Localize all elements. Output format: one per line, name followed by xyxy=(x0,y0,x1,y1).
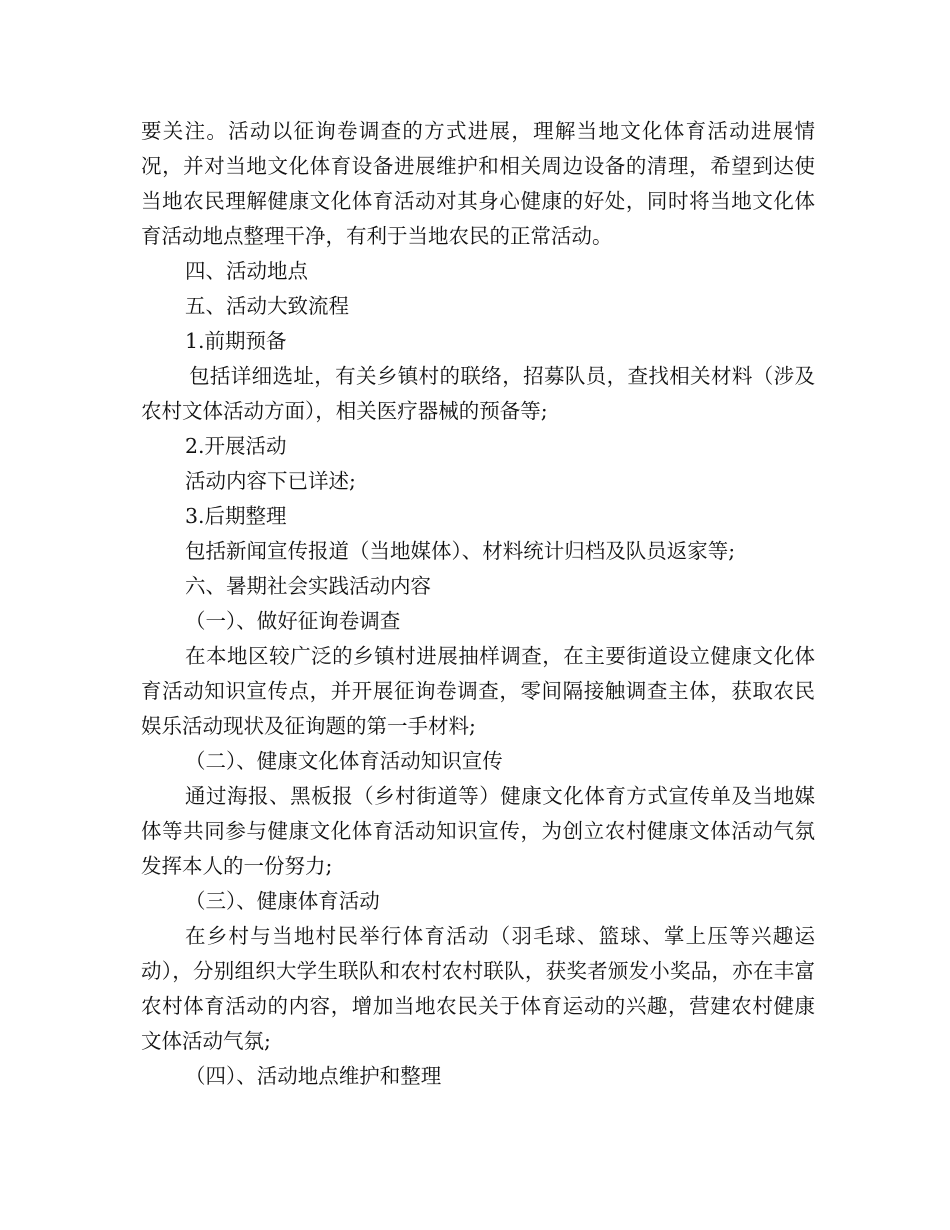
subheading-survey: （一）、做好征询卷调查 xyxy=(185,609,401,633)
section-heading-venue: 四、活动地点 xyxy=(185,259,308,283)
paragraph-preparation: 包括详细选址，有关乡镇村的联络，招募队员，查找相关材料（涉及农村文体活动方面），相关医疗器械的预备等; xyxy=(141,364,815,423)
paragraph-conduct: 活动内容下已详述; xyxy=(185,469,356,493)
subheading-maintenance: （四）、活动地点维护和整理 xyxy=(185,1064,442,1088)
subheading-conduct: 2.开展活动 xyxy=(185,434,287,458)
subheading-wrapup: 3.后期整理 xyxy=(185,504,287,528)
subheading-preparation: 1.前期预备 xyxy=(185,329,287,353)
paragraph-publicity: 通过海报、黑板报（乡村街道等）健康文化体育方式宣传单及当地媒体等共同参与健康文化体育活动知识宣传，为创立农村健康文体活动气氛发挥本人的一份努力; xyxy=(141,784,815,878)
intro-paragraph: 要关注。活动以征询卷调查的方式进展，理解当地文化体育活动进展情况，并对当地文化体育设备进展维护和相关周边设备的清理，希望到达使当地农民理解健康文化体育活动对其身心健康的好处，同时将当地文化体育活动地点整理干净，有利于当地农民的正常活动。 xyxy=(141,119,815,248)
document-body xyxy=(141,114,815,1094)
paragraph-survey: 在本地区较广泛的乡镇村进展抽样调查，在主要街道设立健康文化体育活动知识宣传点，并开展征询卷调查，零间隔接触调查主体，获取农民娱乐活动现状及征询题的第一手材料; xyxy=(141,644,815,738)
subheading-publicity: （二）、健康文化体育活动知识宣传 xyxy=(185,749,503,773)
section-heading-content: 六、暑期社会实践活动内容 xyxy=(185,574,431,598)
paragraph-wrapup: 包括新闻宣传报道（当地媒体）、材料统计归档及队员返家等; xyxy=(185,539,736,563)
section-heading-process: 五、活动大致流程 xyxy=(185,294,349,318)
subheading-sports: （三）、健康体育活动 xyxy=(185,889,380,913)
paragraph-sports: 在乡村与当地村民举行体育活动（羽毛球、篮球、掌上压等兴趣运动），分别组织大学生联队和农村农村联队，获奖者颁发小奖品，亦在丰富农村体育活动的内容，增加当地农民关于体育运动的兴趣，营建农村健康文体活动气氛; xyxy=(141,924,815,1053)
